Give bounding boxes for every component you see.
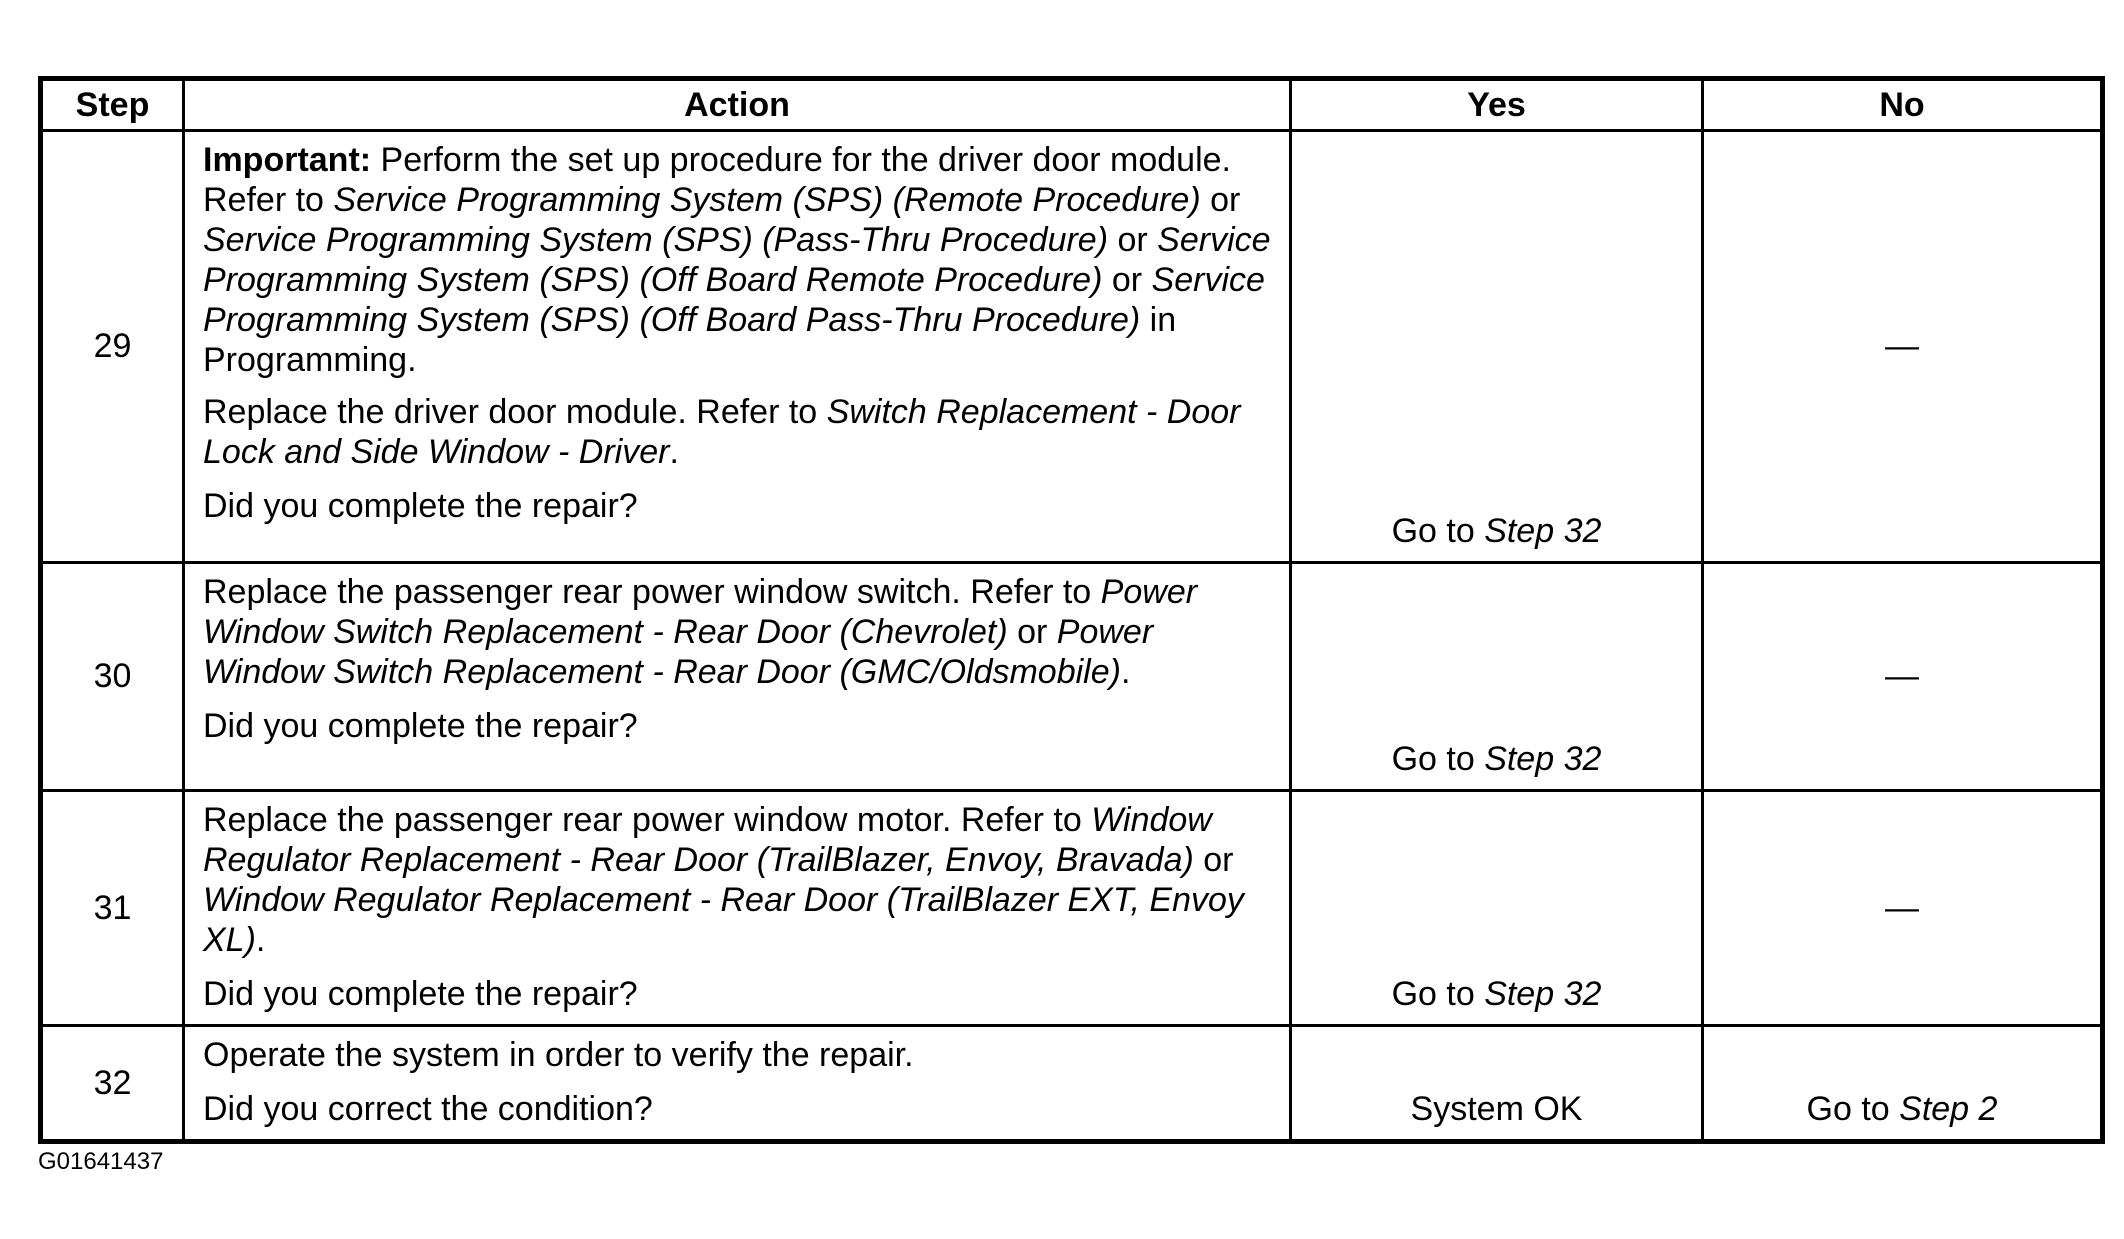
table-header-row (41, 79, 2103, 131)
reference-title: Service Programming System (SPS) (Off Board Remote Procedure) (203, 221, 1271, 299)
text-run: or (1193, 841, 1234, 879)
action-question: Did you complete the repair? (203, 975, 638, 1013)
table-row (41, 131, 2103, 563)
table-body (41, 131, 2103, 1142)
action-cell (184, 1026, 1291, 1142)
diagnostic-procedure-table (38, 76, 2105, 1144)
reference-title: Window Regulator Replacement - Rear Door (TrailBlazer EXT, Envoy XL) (203, 881, 1244, 959)
action-question: Did you complete the repair? (203, 707, 638, 745)
figure-code: G01641437 (38, 1148, 164, 1175)
reference-title: Switch Replacement - Door Lock and Side Window - Driver (203, 393, 1241, 471)
text-run: . (669, 433, 679, 471)
no-result (1703, 1026, 2103, 1142)
header-no: No (1703, 79, 2103, 131)
action-paragraph (203, 392, 1275, 472)
text-run: Replace the passenger rear power window motor. Refer to (203, 801, 1092, 839)
action-cell (184, 791, 1291, 1026)
no-result (1703, 131, 2103, 563)
reference-title: Power Window Switch Replacement - Rear Door (Chevrolet) (203, 573, 1198, 651)
text-run: — (1885, 657, 1919, 695)
text-run: or (1200, 181, 1241, 219)
text-run: — (1885, 327, 1919, 365)
yes-result (1291, 563, 1703, 791)
action-cell (184, 563, 1291, 791)
text-run: System OK (1410, 1090, 1583, 1128)
reference-title: Step 32 (1484, 740, 1602, 778)
text-run: Replace the passenger rear power window switch. Refer to (203, 573, 1101, 611)
header-step: Step (41, 79, 184, 131)
reference-title: Window Regulator Replacement - Rear Door (TrailBlazer, Envoy, Bravada) (203, 801, 1212, 879)
action-paragraph (203, 1035, 1275, 1075)
reference-title: Service Programming System (SPS) (Pass-Thru Procedure) (203, 221, 1109, 259)
reference-title: Service Programming System (SPS) (Off Board Pass-Thru Procedure) (203, 261, 1265, 339)
bold-label: Important: (203, 141, 372, 179)
text-run: Go to (1806, 1090, 1900, 1128)
table-row (41, 563, 2103, 791)
text-run: or (1108, 221, 1158, 259)
text-run: Go to (1391, 512, 1485, 550)
action-paragraph (203, 800, 1275, 960)
reference-title: Step 32 (1484, 512, 1602, 550)
table-row (41, 1026, 2103, 1142)
step-number: 29 (41, 131, 184, 563)
text-run: — (1885, 888, 1919, 927)
text-run: Go to (1391, 975, 1485, 1013)
step-number: 30 (41, 563, 184, 791)
no-result (1703, 563, 2103, 791)
text-run: . (1120, 653, 1131, 691)
action-question: Did you complete the repair? (203, 487, 638, 525)
no-result (1703, 791, 2103, 1026)
table-row (41, 791, 2103, 1026)
header-yes: Yes (1291, 79, 1703, 131)
text-run: or (1102, 261, 1152, 299)
action-paragraph (203, 140, 1275, 380)
action-paragraph (203, 572, 1275, 692)
yes-result (1291, 791, 1703, 1026)
text-run: in Programming. (203, 301, 1177, 379)
text-run: . (255, 921, 266, 959)
text-run: Go to (1391, 740, 1485, 778)
text-run: Perform the set up procedure for the driver door module. Refer to (203, 141, 1231, 219)
reference-title: Step 32 (1484, 975, 1602, 1013)
action-question: Did you correct the condition? (203, 1090, 653, 1128)
yes-result (1291, 1026, 1703, 1142)
step-number: 32 (41, 1026, 184, 1142)
text-run: or (1007, 613, 1057, 651)
step-number: 31 (41, 791, 184, 1026)
action-cell (184, 131, 1291, 563)
reference-title: Service Programming System (SPS) (Remote Procedure) (333, 181, 1201, 219)
reference-title: Step 2 (1899, 1090, 1998, 1128)
header-action: Action (184, 79, 1291, 131)
yes-result (1291, 131, 1703, 563)
reference-title: Power Window Switch Replacement - Rear Door (GMC/Oldsmobile) (203, 613, 1154, 691)
text-run: Operate the system in order to verify the repair. (203, 1036, 914, 1074)
text-run: Replace the driver door module. Refer to (203, 393, 827, 431)
